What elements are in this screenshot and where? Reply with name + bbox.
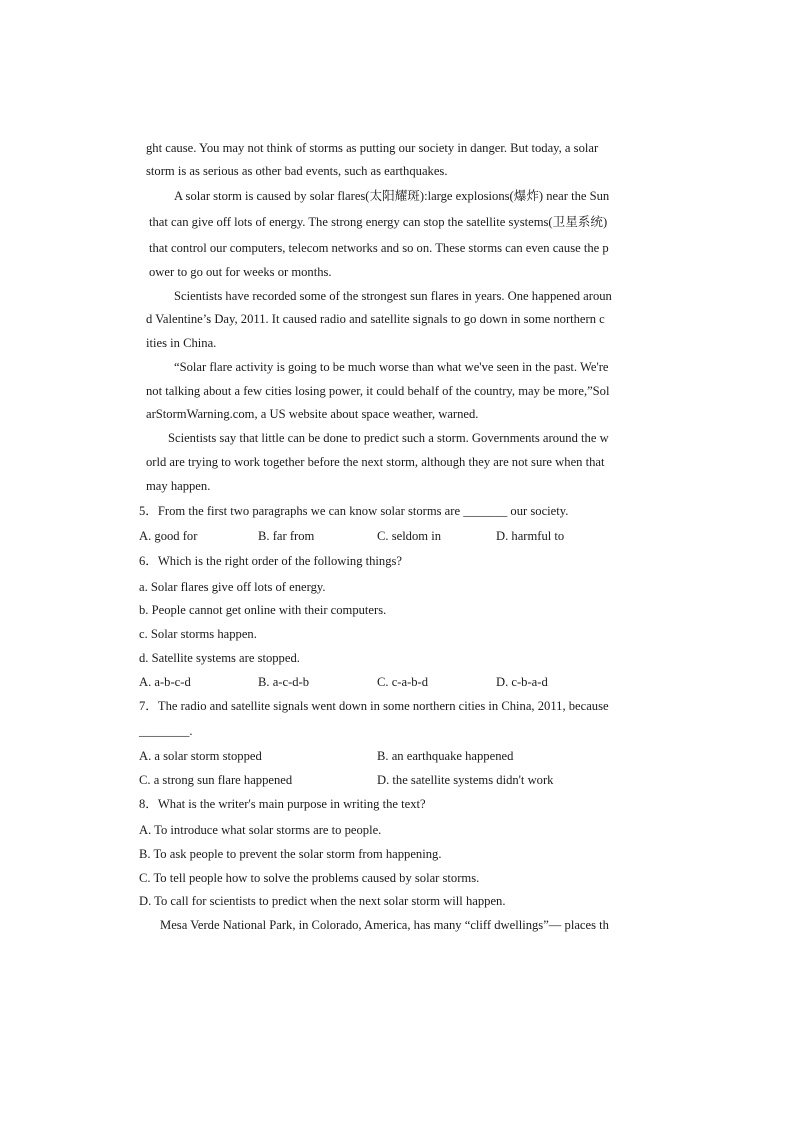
option-c[interactable]: C. a strong sun flare happened: [139, 773, 293, 787]
passage-line: “Solar flare activity is going to be much worse than what we've seen in the past. We're: [174, 360, 609, 374]
question-stem: 7．The radio and satellite signals went down in some northern cities in China, 2011, because: [139, 699, 609, 713]
passage-line: ght cause. You may not think of storms as putting our society in danger. But today, a solar: [146, 141, 599, 155]
passage-line: orld are trying to work together before the next storm, although they are not sure when that: [146, 455, 605, 469]
answer-blank: ________.: [139, 724, 193, 738]
option-c[interactable]: C. seldom in: [377, 529, 442, 543]
option-b[interactable]: B. a-c-d-b: [258, 675, 310, 689]
passage-line: ities in China.: [146, 336, 217, 350]
passage-line: arStormWarning.com, a US website about space weather, warned.: [146, 407, 479, 421]
option-d[interactable]: D. harmful to: [496, 529, 565, 543]
passage-line: that control our computers, telecom networks and so on. These storms can even cause the p: [149, 241, 609, 255]
passage-line: Scientists say that little can be done to predict such a storm. Governments around the w: [168, 431, 609, 445]
option-a[interactable]: A. To introduce what solar storms are to people.: [139, 823, 382, 837]
option-d[interactable]: D. the satellite systems didn't work: [377, 773, 554, 787]
option-b[interactable]: B. far from: [258, 529, 315, 543]
question-stem: 8．What is the writer's main purpose in writing the text?: [139, 797, 426, 811]
question-stem: 5．From the first two paragraphs we can know solar storms are _______ our society.: [139, 504, 569, 518]
passage-line: A solar storm is caused by solar flares(太阳耀斑):large explosions(爆炸) near the Sun: [174, 189, 610, 203]
option-d[interactable]: D. c-b-a-d: [496, 675, 548, 689]
question-stem: 6．Which is the right order of the following things?: [139, 554, 403, 568]
passage-line: ower to go out for weeks or months.: [149, 265, 332, 279]
passage-line: that can give off lots of energy. The strong energy can stop the satellite systems(卫星系统): [149, 215, 608, 229]
sequence-item: b. People cannot get online with their computers.: [139, 603, 387, 617]
option-c[interactable]: C. To tell people how to solve the problems caused by solar storms.: [139, 871, 480, 885]
option-b[interactable]: B. an earthquake happened: [377, 749, 514, 763]
passage-line: may happen.: [146, 479, 211, 493]
option-c[interactable]: C. c-a-b-d: [377, 675, 429, 689]
sequence-item: d. Satellite systems are stopped.: [139, 651, 300, 665]
option-a[interactable]: A. good for: [139, 529, 198, 543]
option-d[interactable]: D. To call for scientists to predict when the next solar storm will happen.: [139, 894, 506, 908]
passage-line: storm is as serious as other bad events, such as earthquakes.: [146, 164, 448, 178]
passage-line: not talking about a few cities losing power, it could behalf of the country, may be more,”Sol: [146, 384, 610, 398]
option-b[interactable]: B. To ask people to prevent the solar storm from happening.: [139, 847, 442, 861]
sequence-item: a. Solar flares give off lots of energy.: [139, 580, 326, 594]
option-a[interactable]: A. a-b-c-d: [139, 675, 191, 689]
option-a[interactable]: A. a solar storm stopped: [139, 749, 262, 763]
next-passage-line: Mesa Verde National Park, in Colorado, America, has many “cliff dwellings”— places th: [160, 918, 609, 932]
passage-line: Scientists have recorded some of the strongest sun flares in years. One happened aroun: [174, 289, 612, 303]
passage-line: d Valentine’s Day, 2011. It caused radio and satellite signals to go down in some northern c: [146, 312, 605, 326]
sequence-item: c. Solar storms happen.: [139, 627, 257, 641]
